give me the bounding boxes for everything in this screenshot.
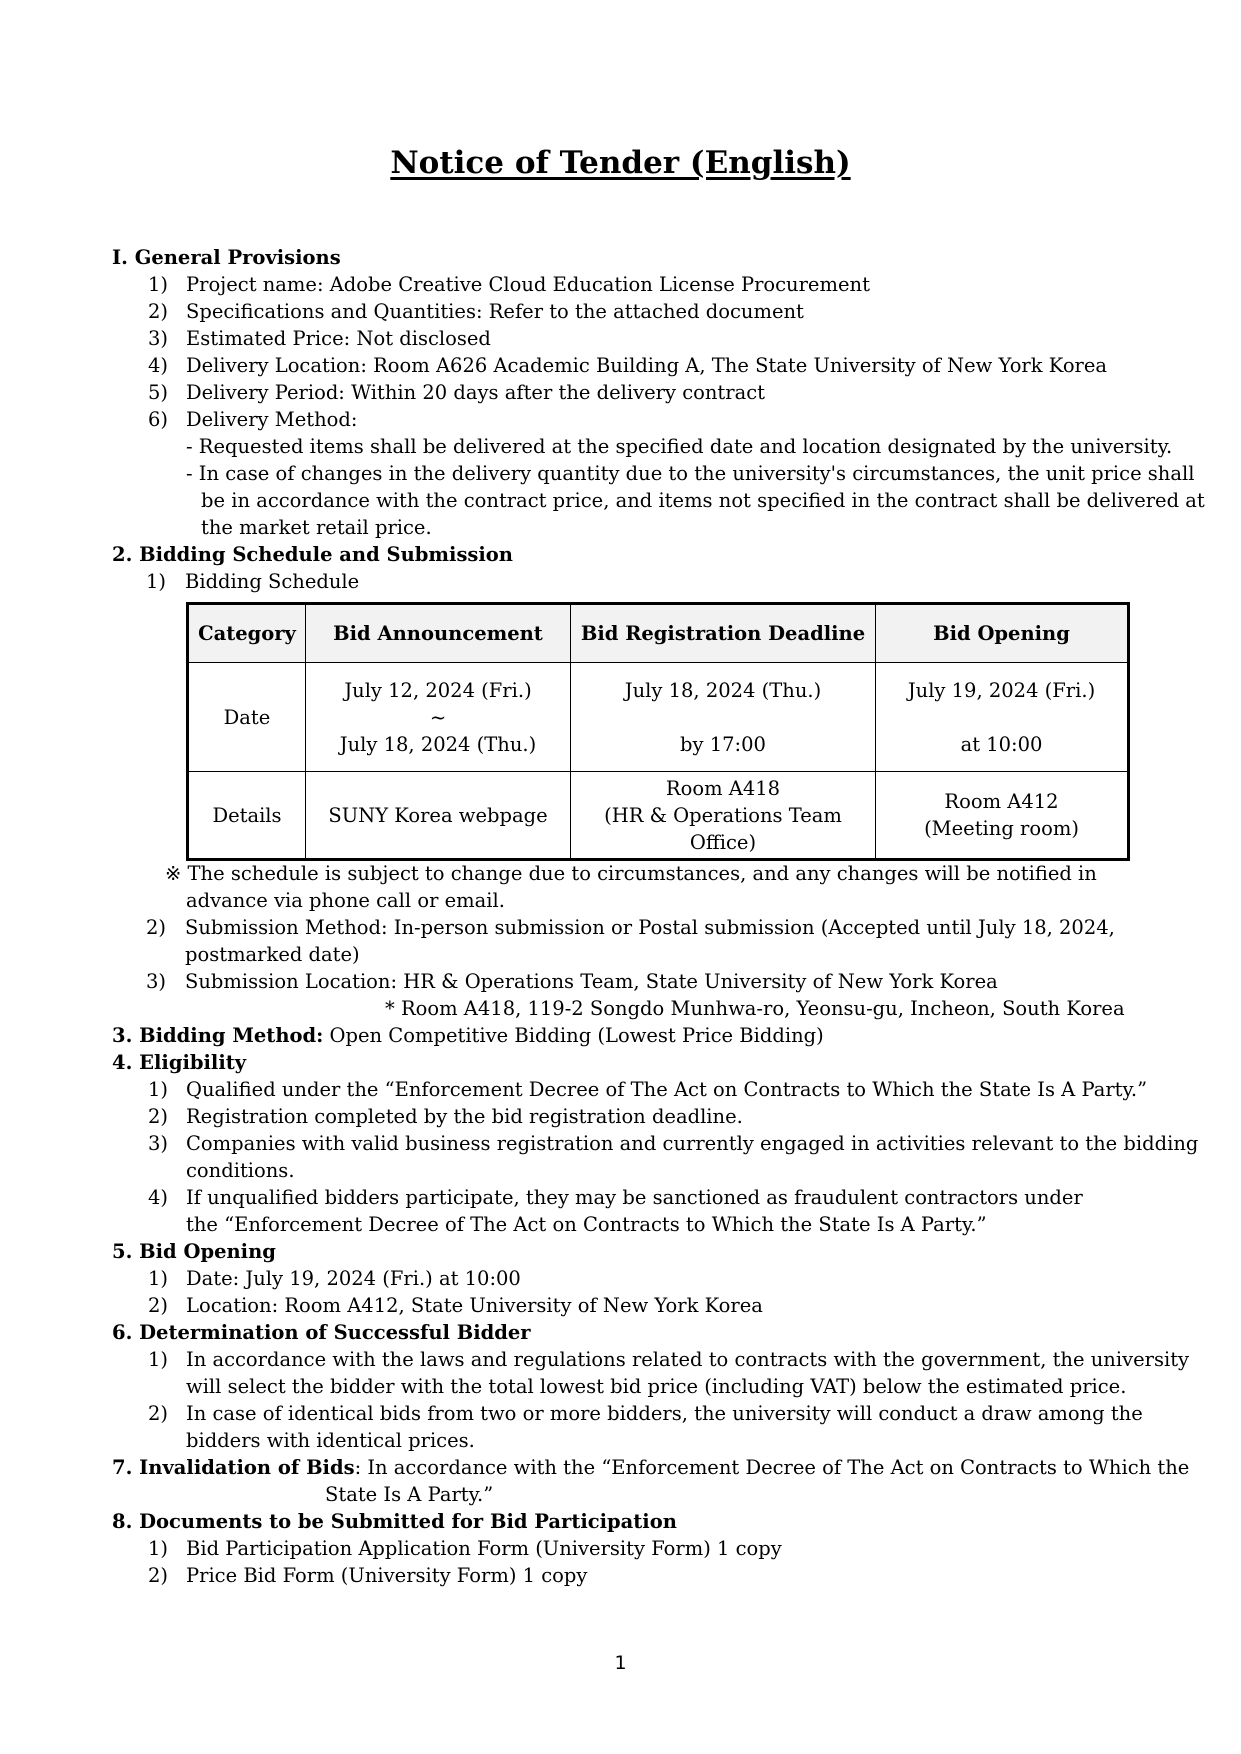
cell-line: at 10:00 [960,732,1043,756]
list-number: 5) [147,381,168,404]
submission-location: Submission Location: HR & Operations Team, State University of New York Korea [185,970,998,993]
bidding-schedule-table [186,602,1130,861]
list-number: 6) [147,408,168,431]
section-4-heading: 4. Eligibility [112,1051,247,1074]
cell-line: July 19, 2024 (Fri.) [907,678,1096,702]
eligibility-item-cont: the “Enforcement Decree of The Act on Contracts to Which the State Is A Party.” [186,1213,987,1236]
list-number: 2) [147,1105,168,1128]
list-number: 4) [147,354,168,377]
section-3-heading: 3. Bidding Method: [112,1024,324,1047]
table-header: Bid Opening [876,604,1129,663]
list-number: 1) [147,273,168,296]
cell-announcement-date [306,663,571,772]
table-header: Bid Announcement [306,604,571,663]
list-number: 1) [147,1078,168,1101]
bidding-method-text: Open Competitive Bidding (Lowest Price Bidding) [323,1024,824,1047]
section-7 [112,1454,1189,1481]
delivery-location: Delivery Location: Room A626 Academic Building A, The State University of New York Korea [186,354,1108,377]
list-number: 2) [147,300,168,323]
row-label-details: Details [188,772,306,860]
determination-item-cont: will select the bidder with the total lowest bid price (including VAT) below the estimated price. [186,1375,1127,1398]
eligibility-item: Companies with valid business registration and currently engaged in activities relevant to the bidding [186,1132,1199,1155]
document-item: Price Bid Form (University Form) 1 copy [186,1564,588,1587]
section-8-heading: 8. Documents to be Submitted for Bid Participation [112,1510,677,1533]
eligibility-item: If unqualified bidders participate, they may be sanctioned as fraudulent contractors under [186,1186,1083,1209]
list-number: 4) [147,1186,168,1209]
cell-deadline-details [571,772,876,860]
list-number: 3) [147,327,168,350]
specifications: Specifications and Quantities: Refer to the attached document [186,300,804,323]
document-title: Notice of Tender (English) [390,145,851,181]
bidding-schedule-label: Bidding Schedule [185,570,360,593]
list-number: 2) [145,916,166,939]
delivery-method-line: - In case of changes in the delivery quantity due to the university's circumstances, the unit price shall [186,462,1195,485]
table-row [188,772,1129,860]
list-number: 1) [147,1267,168,1290]
section-1-heading: I. General Provisions [112,246,341,269]
submission-method-cont: postmarked date) [185,943,360,966]
eligibility-item: Registration completed by the bid registration deadline. [186,1105,743,1128]
cell-line: ~ [429,705,447,729]
row-label-date: Date [188,663,306,772]
cell-announcement-details: SUNY Korea webpage [306,772,571,860]
section-6-heading: 6. Determination of Successful Bidder [112,1321,531,1344]
estimated-price: Estimated Price: Not disclosed [186,327,491,350]
delivery-method-line: the market retail price. [201,516,432,539]
eligibility-item: Qualified under the “Enforcement Decree of The Act on Contracts to Which the State Is A Party.” [186,1078,1148,1101]
section-3 [112,1022,824,1049]
project-name: Project name: Adobe Creative Cloud Education License Procurement [186,273,870,296]
eligibility-item-cont: conditions. [186,1159,295,1182]
document-item: Bid Participation Application Form (University Form) 1 copy [186,1537,782,1560]
submission-method: Submission Method: In-person submission or Postal submission (Accepted until July 18, 2024, [185,916,1115,939]
list-number: 1) [147,1348,168,1371]
table-header: Category [188,604,306,663]
schedule-note: ※ The schedule is subject to change due to circumstances, and any changes will be notified in [165,862,1097,885]
list-number: 2) [147,1294,168,1317]
cell-deadline-date [571,663,876,772]
list-number: 2) [147,1402,168,1425]
delivery-method: Delivery Method: [186,408,358,431]
list-number: 3) [147,1132,168,1155]
cell-line: by 17:00 [680,732,766,756]
delivery-period: Delivery Period: Within 20 days after the delivery contract [186,381,765,404]
table-header: Bid Registration Deadline [571,604,876,663]
submission-address: * Room A418, 119-2 Songdo Munhwa-ro, Yeonsu-gu, Incheon, South Korea [385,997,1125,1020]
cell-opening-date [876,663,1129,772]
list-number: 1) [145,570,166,593]
bid-opening-date: Date: July 19, 2024 (Fri.) at 10:00 [186,1267,521,1290]
table-row [188,663,1129,772]
cell-line: July 18, 2024 (Thu.) [624,678,822,702]
schedule-note-cont: advance via phone call or email. [186,889,505,912]
list-number: 2) [147,1564,168,1587]
cell-line: July 18, 2024 (Thu.) [339,732,537,756]
section-7-heading: 7. Invalidation of Bids [112,1456,355,1479]
cell-line: July 12, 2024 (Fri.) [344,678,532,702]
section-2-heading: 2. Bidding Schedule and Submission [112,543,513,566]
list-number: 1) [147,1537,168,1560]
determination-item: In case of identical bids from two or more bidders, the university will conduct a draw among the [186,1402,1143,1425]
bid-opening-location: Location: Room A412, State University of New York Korea [186,1294,763,1317]
determination-item: In accordance with the laws and regulations related to contracts with the government, the university [186,1348,1190,1371]
determination-item-cont: bidders with identical prices. [186,1429,475,1452]
cell-line: (HR & Operations Team Office) [604,803,842,854]
list-number: 3) [145,970,166,993]
delivery-method-line: - Requested items shall be delivered at the specified date and location designated by the university. [186,435,1173,458]
cell-line: Room A418 [665,776,781,800]
invalidation-text-cont: State Is A Party.” [325,1483,494,1506]
cell-opening-details [876,772,1129,860]
page-number: 1 [614,1652,627,1674]
section-5-heading: 5. Bid Opening [112,1240,276,1263]
delivery-method-line: be in accordance with the contract price, and items not specified in the contract shall be delivered at [201,489,1205,512]
invalidation-text: : In accordance with the “Enforcement Decree of The Act on Contracts to Which the [354,1456,1190,1479]
cell-line: (Meeting room) [924,817,1079,840]
cell-line: Room A412 [944,790,1059,813]
